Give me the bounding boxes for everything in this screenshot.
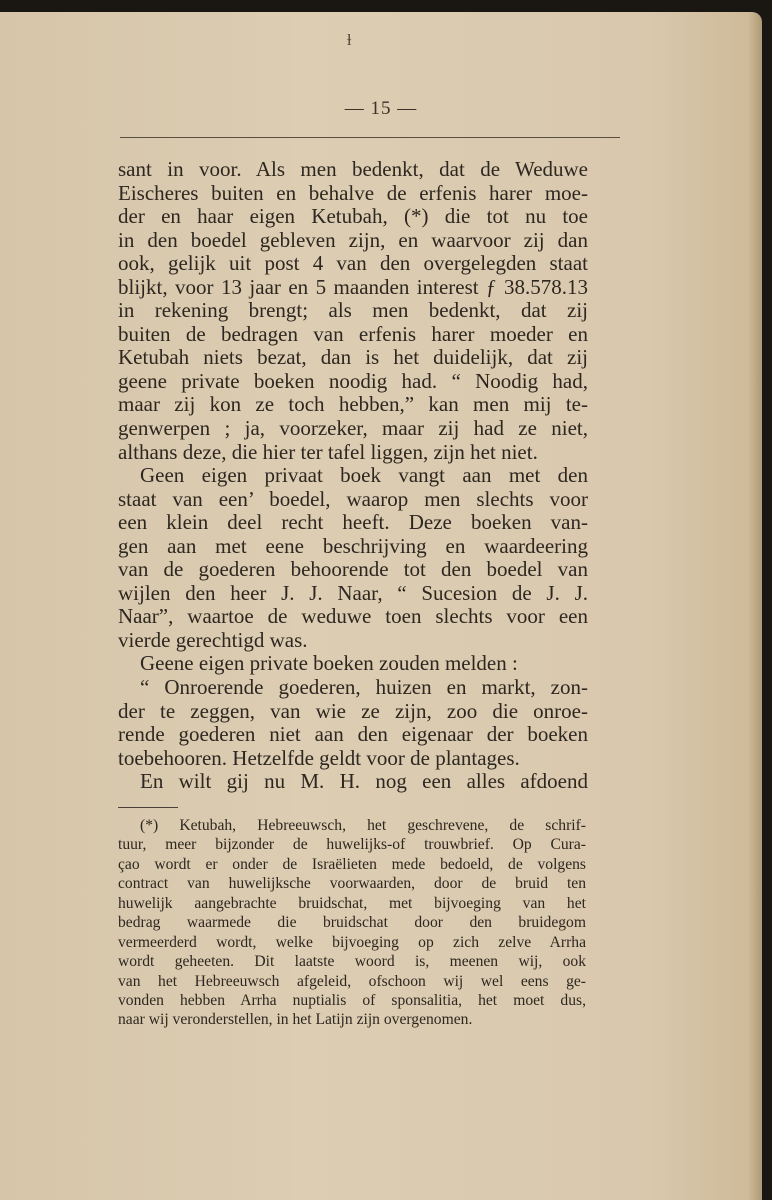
body-line: blijkt, voor 13 jaar en 5 maanden interest ƒ 38.578.13 [118,274,588,299]
body-line: “ Onroerende goederen, huizen en markt, zon- [140,675,588,700]
body-line: Ketubah niets bezat, dan is het duidelijk, dat zij [118,345,588,370]
body-line: staat van een’ boedel, waarop men slechts voor [118,486,588,511]
body-line: geene private boeken noodig had. “ Noodig had, [118,368,588,393]
body-line: rende goederen niet aan den eigenaar der boeken [118,722,588,747]
footnote [118,816,586,1030]
body-line: vierde gerechtigd was. [118,627,308,652]
footnote-line: huwelijk aangebrachte bruidschat, met bijvoeging van het [118,894,586,912]
footnote-line: vermeerderd wordt, welke bijvoeging op zich zelve Arrha [118,933,586,951]
page-edge-shadow [748,12,762,1200]
body-line: buiten de bedragen van erfenis harer moeder en [118,321,588,346]
top-mark: ɫ [347,32,352,49]
body-line: En wilt gij nu M. H. nog een alles afdoend [140,769,588,794]
footnote-line: (*) Ketubah, Hebreeuwsch, het geschrevene, de schrif- [140,817,586,834]
footnote-rule [118,807,178,808]
header-rule [120,137,620,138]
body-line: der en haar eigen Ketubah, (*) die tot nu toe [118,204,588,229]
body-line: Naar”, waartoe de weduwe toen slechts voor een [118,604,588,629]
body-line: een klein deel recht heeft. Deze boeken van- [118,510,588,535]
footnote-line: vonden hebben Arrha nuptialis of sponsalitia, het moet dus, [118,991,586,1009]
footnote-line: çao wordt er onder de Israëlieten mede bedoeld, de volgens [118,855,586,873]
body-line: wijlen den heer J. J. Naar, “ Sucesion de J. J. [118,580,588,605]
book-page [0,12,762,1200]
body-line: in den boedel gebleven zijn, en waarvoor zij dan [118,227,588,252]
body-line: Geen eigen privaat boek vangt aan met den [140,463,588,488]
body-text [118,158,588,794]
body-line: gen aan met eene beschrijving en waardeering [118,533,588,558]
body-line: in rekening brengt; als men bedenkt, dat zij [118,298,588,323]
footnote-line: wordt geheeten. Dit laatste woord is, meenen wij, ook [118,953,586,971]
body-line: maar zij kon ze toch hebben,” kan men mij te- [118,392,588,417]
body-line: althans deze, die hier ter tafel liggen, zijn het niet. [118,439,538,464]
footnote-line: tuur, meer bijzonder de huwelijks-of trouwbrief. Op Cura- [118,836,586,854]
body-line: genwerpen ; ja, voorzeker, maar zij had ze niet, [118,416,588,441]
footnote-line: van het Hebreeuwsch afgeleid, ofschoon wij wel eens ge- [118,972,586,990]
body-line: Eischeres buiten en behalve de erfenis harer moe- [118,180,588,205]
footnote-line: bedrag waarmede die bruidschat door den bruidegom [118,914,586,932]
body-line: Geene eigen private boeken zouden melden : [140,651,518,676]
body-line: sant in voor. Als men bedenkt, dat de Weduwe [118,157,588,181]
footnote-line: contract van huwelijksche voorwaarden, door de bruid ten [118,875,586,893]
footnote-line: naar wij veronderstellen, in het Latijn zijn overgenomen. [118,1011,473,1029]
body-line: ook, gelijk uit post 4 van den overgelegden staat [118,251,588,276]
page-number: — 15 — [344,98,418,119]
body-line: van de goederen behoorende tot den boedel van [118,557,588,582]
body-line: toebehooren. Hetzelfde geldt voor de plantages. [118,745,520,770]
body-line: der te zeggen, van wie ze zijn, zoo die onroe- [118,698,588,723]
